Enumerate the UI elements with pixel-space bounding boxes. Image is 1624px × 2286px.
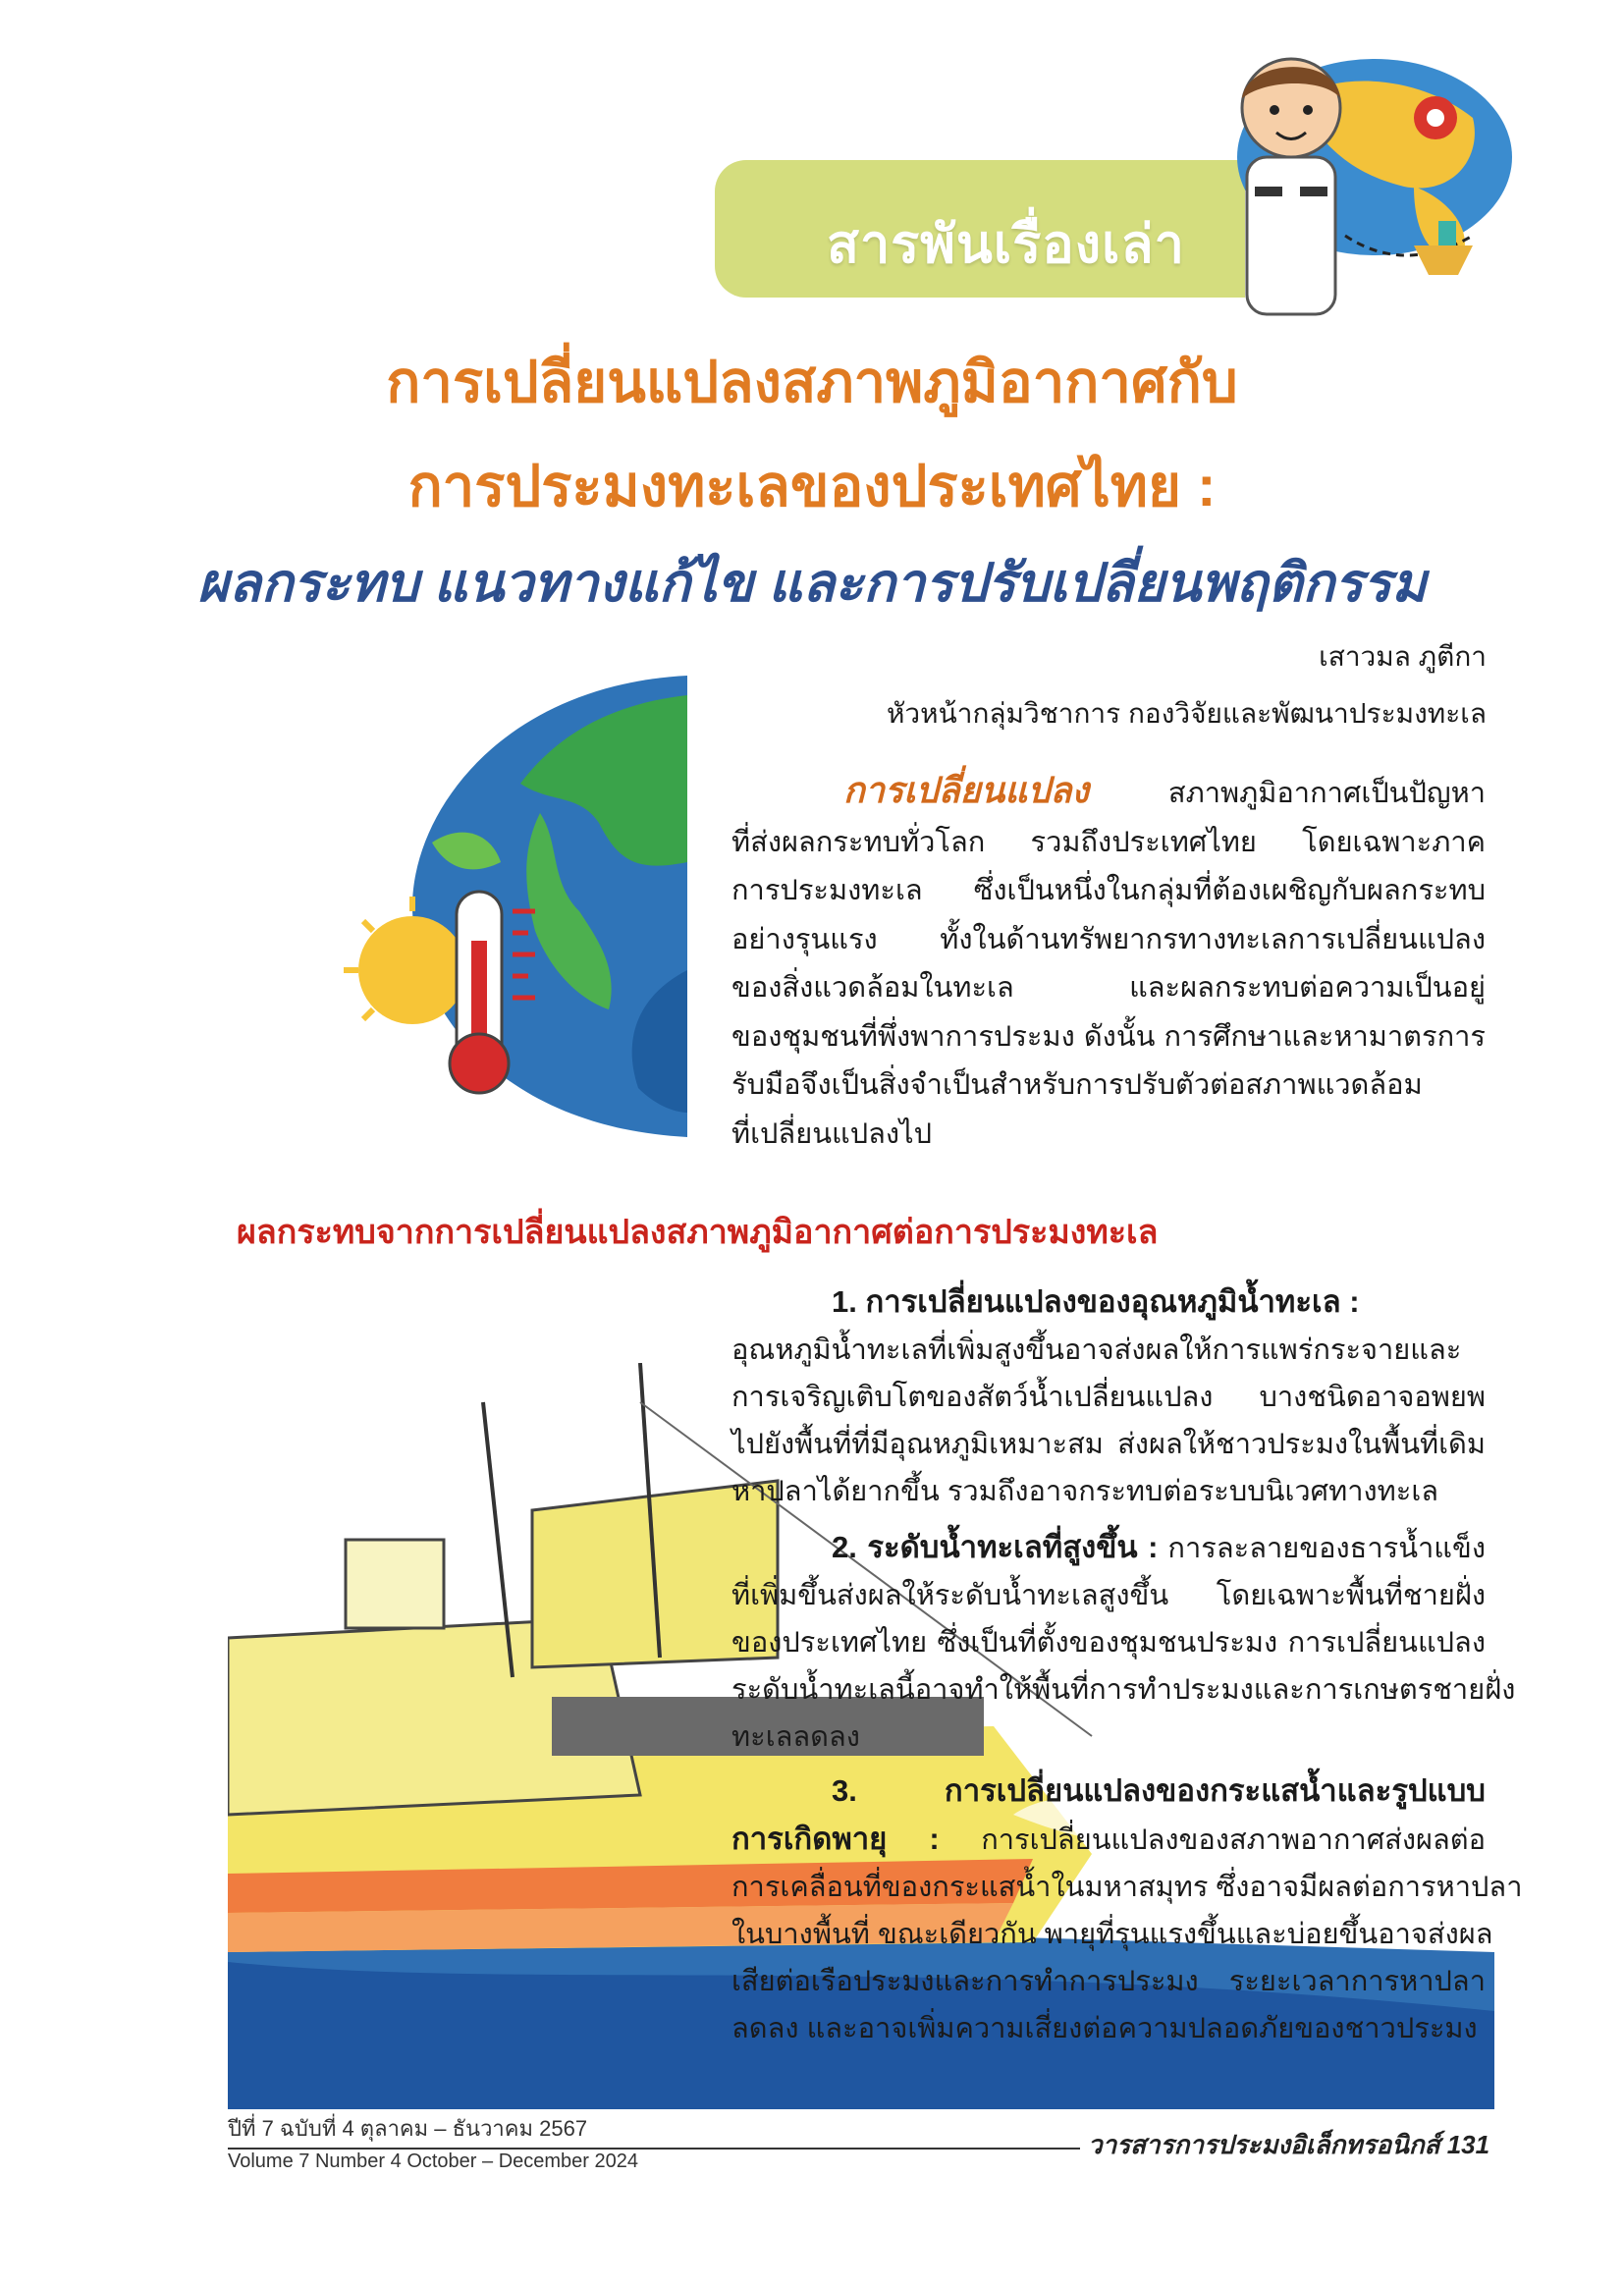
intro-line: ที่ส่งผลกระทบทั่วโลก รวมถึงประเทศไทย โดยเฉพาะภาค [731,826,1486,858]
article-title-line1: การเปลี่ยนแปลงสภาพภูมิอากาศกับ [386,351,1238,414]
intro-line: รับมือจึงเป็นสิ่งจำเป็นสำหรับการปรับตัวต่อสภาพแวดล้อม [731,1069,1423,1101]
item-line: เสียต่อเรือประมงและการทำการประมง ระยะเวลาการหาปลา [731,1966,1486,1997]
intro-line: ของชุมชนที่พึ่งพาการประมง ดังนั้น การศึกษาและหามาตรการ [731,1020,1486,1053]
item-line: อุณหภูมิน้ำทะเลที่เพิ่มสูงขึ้นอาจส่งผลให้การแพร่กระจายและ [731,1334,1462,1366]
item-line: ระดับน้ำทะเลนี้อาจทำให้พื้นที่การทำประมงและการเกษตรชายฝั่ง [731,1674,1516,1706]
author-name: เสาวมล ภูตีกา [1319,641,1487,672]
item-line: ทะเลลดลง [731,1721,860,1753]
intro-paragraph [731,766,1486,1159]
item-first-text: การเปลี่ยนแปลงของสภาพอากาศส่งผลต่อ [939,1824,1486,1856]
item-sea-level [731,1524,1516,1761]
globe-thermometer-illustration [324,676,687,1137]
page-number: 131 [1446,2130,1490,2159]
item-heading: 2. ระดับน้ำทะเลที่สูงขึ้น : [832,1530,1159,1564]
item-line: ของประเทศไทย ซึ่งเป็นที่ตั้งของชุมชนประมง การเปลี่ยนแปลง [731,1627,1486,1659]
intro-lead-word: การเปลี่ยนแปลง [843,770,1089,810]
item-temperature [731,1279,1486,1515]
item-first-text: การละลายของธารน้ำแข็ง [1158,1533,1486,1564]
section-label: สารพันเรื่องเล่า [827,215,1185,274]
item-currents-storms [731,1768,1523,2052]
footer-rule [228,2148,1080,2150]
footer-issue-en: Volume 7 Number 4 October – December 2024 [228,2150,638,2172]
intro-line: การเปลี่ยนแปลง สภาพภูมิอากาศเป็นปัญหา [843,770,1486,810]
journal-name: วารสารการประมงอิเล็กทรอนิกส์ [1088,2130,1440,2159]
item-line: การเจริญเติบโตของสัตว์น้ำเปลี่ยนแปลง บางชนิดอาจอพยพ [731,1382,1486,1413]
item-heading: 1. การเปลี่ยนแปลงของอุณหภูมิน้ำทะเล : [832,1284,1360,1319]
item-line: ไปยังพื้นที่ที่มีอุณหภูมิเหมาะสม ส่งผลให้ชาวประมงในพื้นที่เดิม [731,1429,1486,1460]
author-position: หัวหน้ากลุ่มวิชาการ กองวิจัยและพัฒนาประมงทะเล [886,698,1487,729]
item-heading-cont: การเกิดพายุ : [731,1822,940,1856]
footer-journal [1088,2125,1489,2165]
author-block [887,628,1487,742]
item-line: การเคลื่อนที่ของกระแสน้ำในมหาสมุทร ซึ่งอาจมีผลต่อการหาปลา [731,1872,1523,1903]
intro-line: การประมงทะเล ซึ่งเป็นหนึ่งในกลุ่มที่ต้องเผชิญกับผลกระทบ [731,875,1486,906]
footer-issue-th: ปีที่ 7 ฉบับที่ 4 ตุลาคม – ธันวาคม 2567 [228,2116,588,2141]
intro-line: ของสิ่งแวดล้อมในทะเล และผลกระทบต่อความเป็นอยู่ [731,972,1486,1004]
item-heading: 3. การเปลี่ยนแปลงของกระแสน้ำและรูปแบบ [832,1773,1486,1808]
item-line: ในบางพื้นที่ ขณะเดียวกัน พายุที่รุนแรงขึ้นและบ่อยขึ้นอาจส่งผล [731,1919,1493,1950]
item-line: ที่เพิ่มขึ้นส่งผลให้ระดับน้ำทะเลสูงขึ้น โดยเฉพาะพื้นที่ชายฝั่ง [731,1580,1486,1611]
intro-line: อย่างรุนแรง ทั้งในด้านทรัพยากรทางทะเลการเปลี่ยนแปลง [731,923,1486,955]
mascot-illustration [1178,39,1512,334]
article-title-line2: การประมงทะเลของประเทศไทย : [407,455,1217,518]
intro-line: ที่เปลี่ยนแปลงไป [731,1117,933,1150]
article-subtitle: ผลกระทบ แนวทางแก้ไข และการปรับเปลี่ยนพฤติกรรม [197,554,1427,613]
item-line: ลดลง และอาจเพิ่มความเสี่ยงต่อความปลอดภัยของชาวประมง [731,2013,1478,2044]
item-line: หาปลาได้ยากขึ้น รวมถึงอาจกระทบต่อระบบนิเวศทางทะเล [731,1476,1439,1507]
section-heading: ผลกระทบจากการเปลี่ยนแปลงสภาพภูมิอากาศต่อการประมงทะเล [237,1214,1159,1251]
